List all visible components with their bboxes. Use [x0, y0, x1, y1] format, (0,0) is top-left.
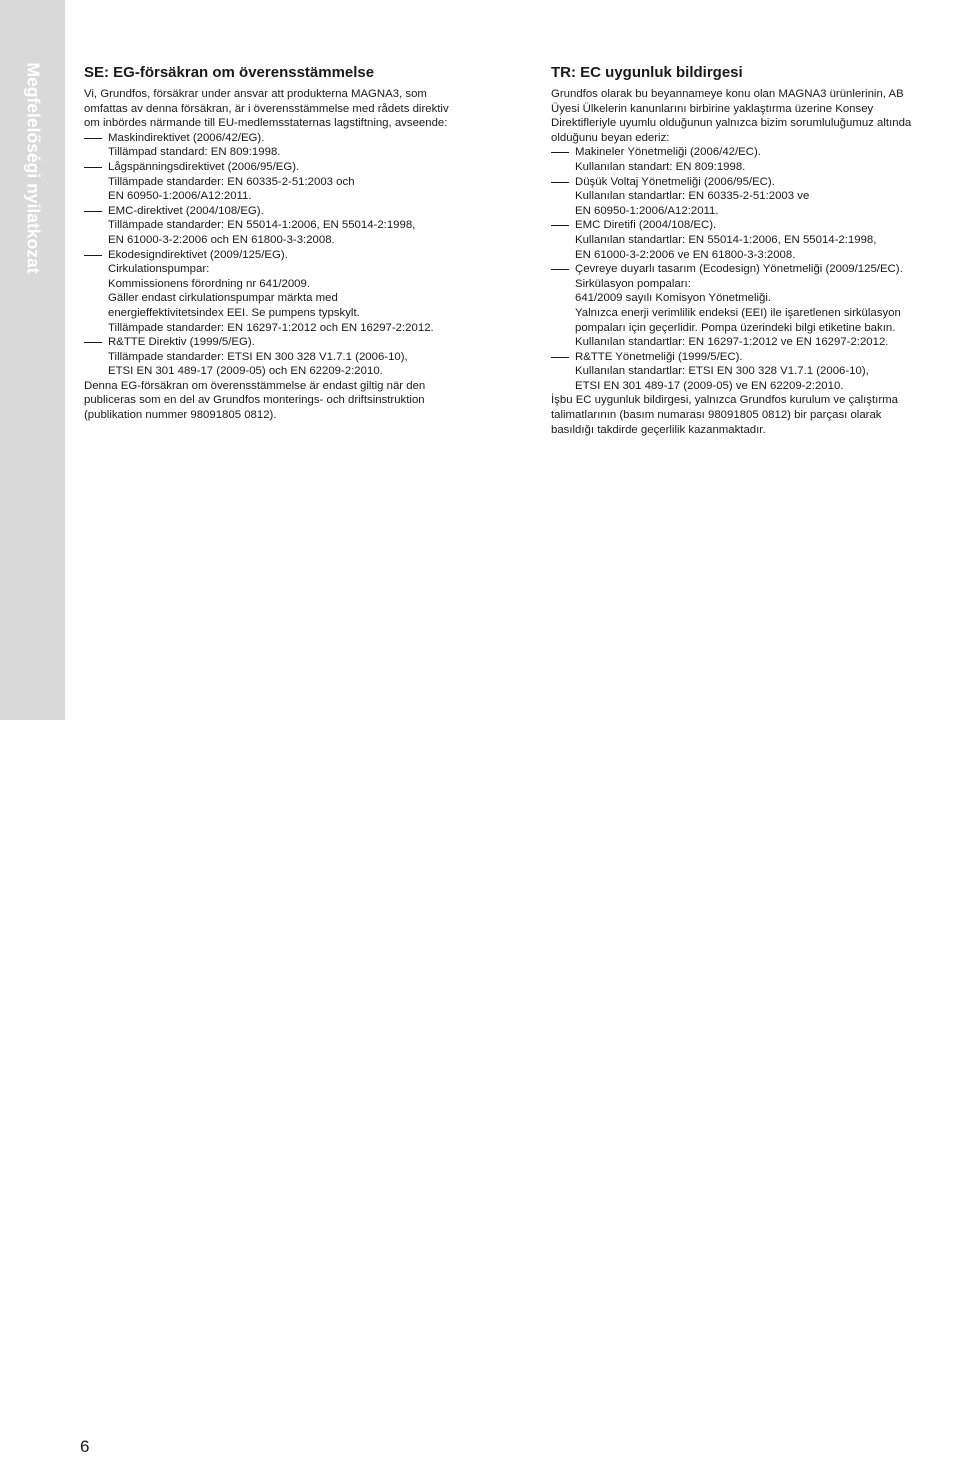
se-declaration — [84, 64, 514, 423]
standard-line: Yalnızca enerji verimlilik endeksi (EEI) ile işaretlenen sirkülasyon — [575, 306, 901, 319]
directive-item: R&TTE Direktiv (1999/5/EG). — [84, 335, 514, 350]
text-line: omfattas av denna försäkran, är i överensstämmelse med rådets direktiv — [84, 102, 449, 115]
standard-line: Tillämpad standard: EN 809:1998. — [108, 146, 281, 159]
text-line: (publikation nummer 98091805 0812). — [84, 409, 277, 422]
standard-line: EN 61000-3-2:2006 ve EN 61800-3-3:2008. — [575, 248, 796, 261]
text-line: İşbu EC uygunluk bildirgesi, yalnızca Grundfos kurulum ve çalıştırma — [551, 394, 898, 407]
text-line: basıldığı takdirde geçerlilik kazanmaktadır. — [551, 423, 766, 436]
directive-item: Düşük Voltaj Yönetmeliği (2006/95/EC). — [551, 175, 957, 190]
standard-line: Kullanılan standartlar: EN 16297-1:2012 ve EN 16297-2:2012. — [575, 336, 889, 349]
standard-line: energieffektivitetsindex EEI. Se pumpens typskylt. — [108, 306, 360, 319]
text-line: Vi, Grundfos, försäkrar under ansvar att produkterna MAGNA3, som — [84, 88, 427, 100]
standard-line: Kullanılan standartlar: EN 60335-2-51:2003 ve — [575, 190, 810, 203]
directive-item: Çevreye duyarlı tasarım (Ecodesign) Yönetmeliği (2009/125/EC). — [551, 262, 957, 277]
text-line: Üyesi Ülkelerin kanunlarını birbirine yaklaştırma üzerine Konsey — [551, 102, 874, 115]
page-number: 6 — [80, 1437, 90, 1456]
standard-line: Sirkülasyon pompaları: — [575, 277, 691, 290]
tr-title: TR: EC uygunluk bildirgesi — [551, 64, 743, 81]
se-title: SE: EG-försäkran om överensstämmelse — [84, 64, 375, 81]
directive-item: EMC Diretifi (2004/108/EC). — [551, 218, 957, 233]
directive-item: Lågspänningsdirektivet (2006/95/EG). — [84, 160, 514, 175]
directive-item: Maskindirektivet (2006/42/EG). — [84, 131, 514, 146]
tr-declaration — [551, 64, 957, 437]
text-line: om inbördes närmande till EU-medlemsstaternas lagstiftning, avseende: — [84, 117, 448, 130]
directive-item: Makineler Yönetmeliği (2006/42/EC). — [551, 145, 957, 160]
directive-item: EMC-direktivet (2004/108/EG). — [84, 204, 514, 219]
standard-line: Tillämpade standarder: ETSI EN 300 328 V1.7.1 (2006-10), — [108, 350, 408, 363]
standard-line: Kullanılan standartlar: EN 55014-1:2006, EN 55014-2:1998, — [575, 233, 877, 246]
standard-line: ETSI EN 301 489-17 (2009-05) och EN 62209-2:2010. — [108, 365, 383, 378]
standard-line: EN 60950-1:2006/A12:2011. — [108, 190, 252, 203]
text-line: olduğunu beyan ederiz: — [551, 131, 670, 144]
tr-body — [551, 87, 957, 437]
standard-line: Kullanılan standartlar: ETSI EN 300 328 V1.7.1 (2006-10), — [575, 365, 869, 378]
standard-line: Tillämpade standarder: EN 60335-2-51:2003 och — [108, 175, 355, 188]
standard-line: pompaları için geçerlidir. Pompa üzerindeki bilgi etiketine bakın. — [575, 321, 896, 334]
standard-line: Gäller endast cirkulationspumpar märkta med — [108, 292, 338, 305]
standard-line: Tillämpade standarder: EN 16297-1:2012 och EN 16297-2:2012. — [108, 321, 434, 334]
se-body — [84, 87, 514, 423]
directive-item: Ekodesigndirektivet (2009/125/EG). — [84, 248, 514, 263]
standard-line: Kommissionens förordning nr 641/2009. — [108, 277, 310, 290]
side-tab — [0, 0, 65, 720]
side-tab-title: Megfelelőségi nyilatkozat — [23, 62, 44, 274]
standard-line: EN 61000-3-2:2006 och EN 61800-3-3:2008. — [108, 233, 335, 246]
standard-line: Tillämpade standarder: EN 55014-1:2006, EN 55014-2:1998, — [108, 219, 416, 232]
text-line: Denna EG-försäkran om överensstämmelse är endast giltig när den — [84, 379, 426, 392]
text-line: talimatlarının (basım numarası 98091805 0812) bir parçası olarak — [551, 409, 882, 422]
text-line: Direktifleriyle uyumlu olduğunun yalnızca bizim sorumluluğumuz altında — [551, 117, 912, 130]
text-line: publiceras som en del av Grundfos monterings- och driftsinstruktion — [84, 394, 425, 407]
directive-item: R&TTE Yönetmeliği (1999/5/EC). — [551, 350, 957, 365]
standard-line: 641/2009 sayılı Komisyon Yönetmeliği. — [575, 292, 772, 305]
standard-line: ETSI EN 301 489-17 (2009-05) ve EN 62209-2:2010. — [575, 379, 844, 392]
standard-line: Kullanılan standart: EN 809:1998. — [575, 160, 746, 173]
standard-line: Cirkulationspumpar: — [108, 263, 210, 276]
text-line: Grundfos olarak bu beyannameye konu olan MAGNA3 ürünlerinin, AB — [551, 88, 904, 100]
standard-line: EN 60950-1:2006/A12:2011. — [575, 204, 719, 217]
